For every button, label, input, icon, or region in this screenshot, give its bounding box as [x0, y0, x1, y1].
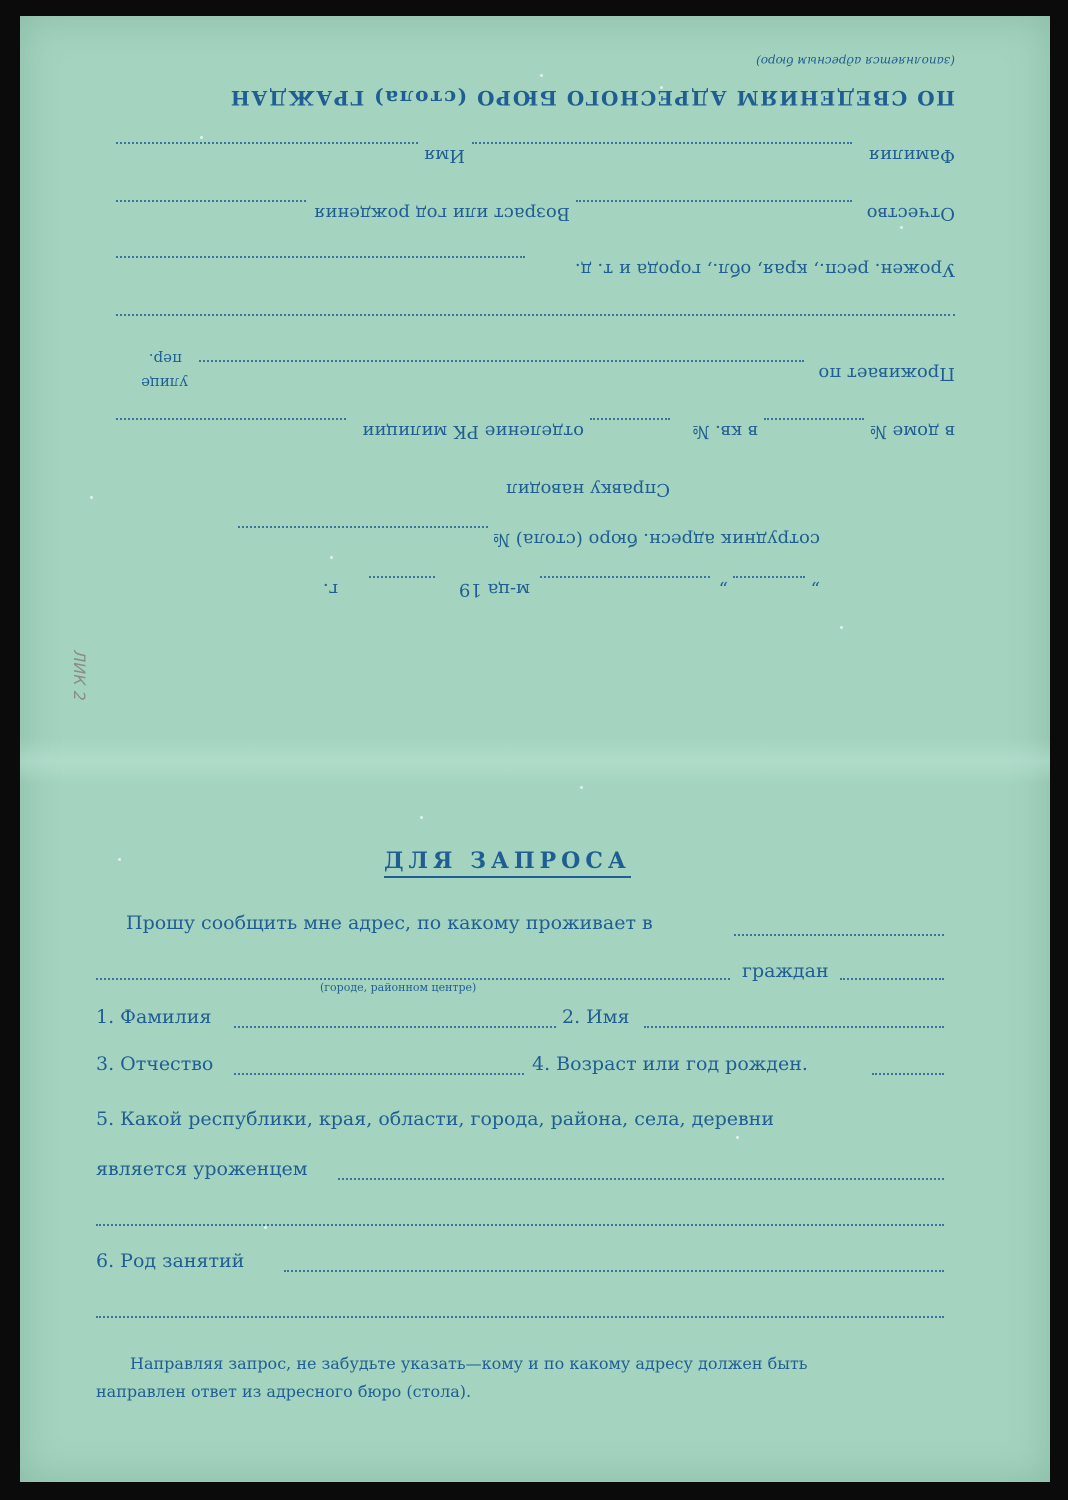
- note-line2: направлен ответ из адресного бюро (стола).: [96, 1382, 472, 1401]
- native-field[interactable]: [338, 1178, 944, 1180]
- upper-department-label: отделение РК милиции: [362, 421, 584, 442]
- age-label: 4. Возраст или год рожден.: [532, 1053, 808, 1075]
- surname-field[interactable]: [234, 1026, 556, 1028]
- upper-house-field[interactable]: [764, 418, 864, 420]
- clerk-line-1: Справку наводил: [506, 479, 670, 500]
- name-label: 2. Имя: [562, 1006, 630, 1028]
- occupation-label: 6. Род занятий: [96, 1250, 245, 1272]
- upper-title: ПО СВЕДЕНИЯМ АДРЕСНОГО БЮРО (стола) ГРАЖДАН: [229, 86, 955, 110]
- city-field-2[interactable]: [96, 978, 730, 980]
- year-field[interactable]: [369, 576, 435, 578]
- city-hint: (городе, районном центре): [320, 981, 477, 994]
- age-field[interactable]: [872, 1073, 944, 1075]
- upper-name-field[interactable]: [116, 142, 418, 144]
- upper-apartment-field[interactable]: [590, 418, 670, 420]
- upper-lives-on-label: Проживает по: [818, 363, 955, 384]
- name-field[interactable]: [644, 1026, 944, 1028]
- upper-address-bureau-section: [20, 16, 1050, 736]
- request-title: ДЛЯ ЗАПРОСА: [384, 848, 631, 878]
- surname-label: 1. Фамилия: [96, 1006, 212, 1028]
- clerk-number-field[interactable]: [238, 526, 488, 528]
- native-label: является уроженцем: [96, 1158, 308, 1180]
- month-field[interactable]: [540, 576, 710, 578]
- upper-patronymic-label: Отчество: [866, 203, 955, 224]
- upper-apartment-label: в кв. №: [692, 421, 758, 442]
- fold-line: [20, 738, 1050, 784]
- request-line1: Прошу сообщить мне адрес, по какому проживает в: [126, 912, 653, 934]
- upper-name-label: Имя: [423, 145, 465, 166]
- origin-label: 5. Какой республики, края, области, города, района, села, деревни: [96, 1108, 774, 1130]
- quote-close: „: [718, 579, 728, 600]
- upper-native-field[interactable]: [116, 256, 525, 258]
- native-field-2[interactable]: [96, 1224, 944, 1226]
- citizen-field[interactable]: [840, 978, 944, 980]
- day-field[interactable]: [733, 576, 805, 578]
- upper-street-field[interactable]: [199, 360, 804, 362]
- upper-native-label: Урожен. респ., края, обл., города и т. д.: [574, 259, 955, 280]
- date-line-label: м-ца 19: [458, 579, 530, 600]
- note-line1: Направляя запрос, не забудьте указать—кому и по какому адресу должен быть: [130, 1354, 808, 1373]
- filled-by-note: (заполняется адресным бюро): [756, 54, 955, 68]
- occupation-field-2[interactable]: [96, 1316, 944, 1318]
- occupation-field[interactable]: [284, 1270, 944, 1272]
- year-suffix: г.: [322, 579, 338, 600]
- citizen-label: граждан: [742, 960, 829, 982]
- margin-pencil-mark: ЛИК 2: [69, 650, 89, 701]
- patronymic-label: 3. Отчество: [96, 1053, 214, 1075]
- request-form-card: [20, 16, 1050, 1482]
- upper-patronymic-field[interactable]: [576, 200, 852, 202]
- upper-age-field[interactable]: [116, 200, 306, 202]
- upper-house-label: в доме №: [869, 421, 955, 442]
- upper-age-label: Возраст или год рождения: [313, 203, 570, 224]
- upper-department-field[interactable]: [116, 418, 346, 420]
- upper-street-label: улице: [141, 374, 188, 392]
- patronymic-field[interactable]: [234, 1073, 524, 1075]
- clerk-line-2: сотрудник адресн. бюро (стола) №: [493, 529, 820, 550]
- upper-native-field-2[interactable]: [116, 314, 955, 316]
- quote-open: „: [810, 579, 820, 600]
- upper-lane-label: пер.: [148, 350, 182, 368]
- upper-surname-label: Фамилия: [868, 145, 955, 166]
- upper-surname-field[interactable]: [472, 142, 852, 144]
- city-field[interactable]: [734, 934, 944, 936]
